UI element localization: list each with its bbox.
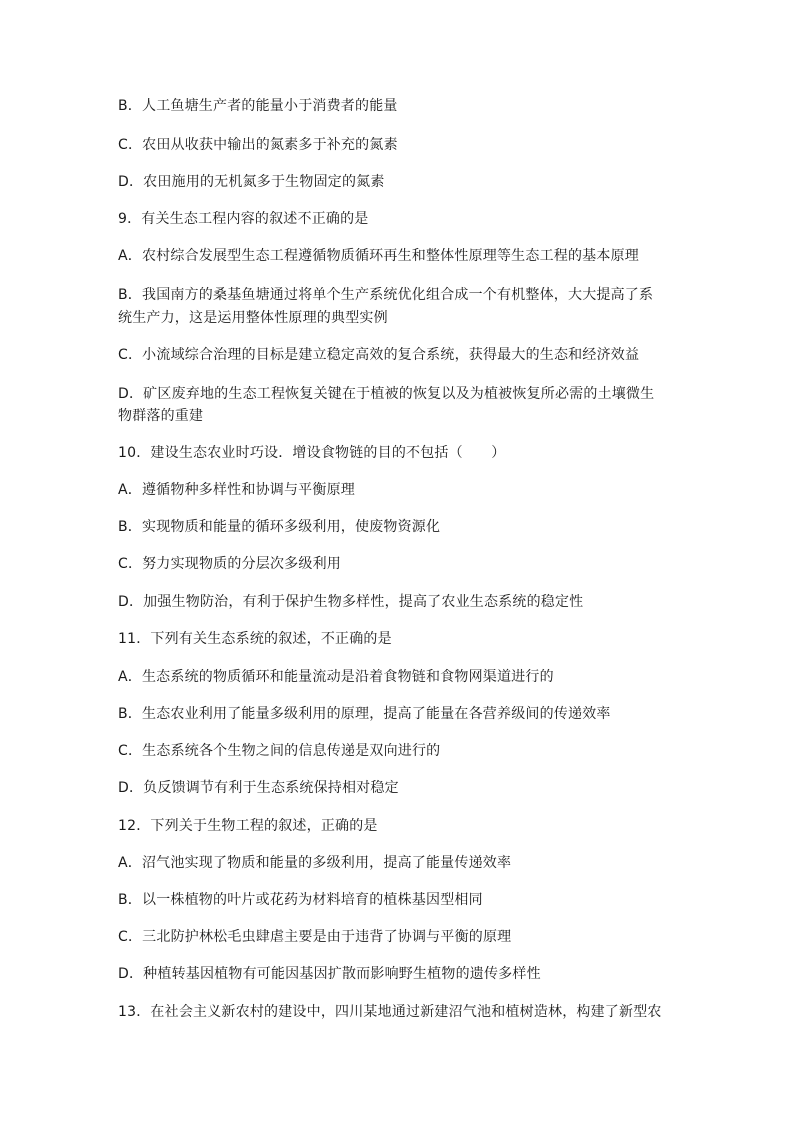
question-13-stem: 13．在社会主义新农村的建设中，四川某地通过新建沼气池和植树造林，构建了新型农: [118, 1004, 662, 1020]
question-12-stem: 12．下列关于生物工程的叙述，正确的是: [118, 818, 378, 834]
option-c-q9: C．小流域综合治理的目标是建立稳定高效的复合系统，获得最大的生态和经济效益: [118, 347, 640, 363]
option-a-q9: A．农村综合发展型生态工程遵循物质循环再生和整体性原理等生态工程的基本原理: [118, 248, 639, 264]
option-b-q12: B．以一株植物的叶片或花药为材料培育的植株基因型相同: [118, 892, 483, 908]
option-d-q9: D．矿区废弃地的生态工程恢复关键在于植被的恢复以及为植被恢复所必需的土壤微生: [118, 386, 655, 402]
question-9-stem: 9．有关生态工程内容的叙述不正确的是: [118, 211, 369, 227]
option-c-q8: C．农田从收获中输出的氮素多于补充的氮素: [118, 137, 398, 153]
option-c-q12: C．三北防护林松毛虫肆虐主要是由于违背了协调与平衡的原理: [118, 929, 512, 945]
option-d-q9-cont: 物群落的重建: [118, 408, 204, 424]
option-b-q9: B．我国南方的桑基鱼塘通过将单个生产系统优化组合成一个有机整体，大大提高了系: [118, 287, 654, 303]
option-b-q11: B．生态农业利用了能量多级利用的原理，提高了能量在各营养级间的传递效率: [118, 706, 611, 722]
option-b-q10: B．实现物质和能量的循环多级利用，使废物资源化: [118, 519, 441, 535]
option-c-q11: C．生态系统各个生物之间的信息传递是双向进行的: [118, 743, 441, 759]
option-b-q8: B．人工鱼塘生产者的能量小于消费者的能量: [118, 98, 398, 114]
option-b-q9-cont: 统生产力，这是运用整体性原理的典型实例: [118, 310, 388, 326]
option-d-q12: D．种植转基因植物有可能因基因扩散而影响野生植物的遗传多样性: [118, 966, 541, 982]
option-a-q12: A．沼气池实现了物质和能量的多级利用，提高了能量传递效率: [118, 855, 512, 871]
question-10-stem: 10．建设生态农业时巧设．增设食物链的目的不包括（ ）: [118, 445, 506, 461]
option-a-q10: A．遵循物种多样性和协调与平衡原理: [118, 482, 355, 498]
option-c-q10: C．努力实现物质的分层次多级利用: [118, 556, 341, 572]
option-d-q11: D．负反馈调节有利于生态系统保持相对稳定: [118, 780, 399, 796]
option-d-q8: D．农田施用的无机氮多于生物固定的氮素: [118, 174, 385, 190]
option-a-q11: A．生态系统的物质循环和能量流动是沿着食物链和食物网渠道进行的: [118, 669, 554, 685]
question-11-stem: 11．下列有关生态系统的叙述，不正确的是: [118, 631, 392, 647]
option-d-q10: D．加强生物防治，有利于保护生物多样性，提高了农业生态系统的稳定性: [118, 594, 584, 610]
